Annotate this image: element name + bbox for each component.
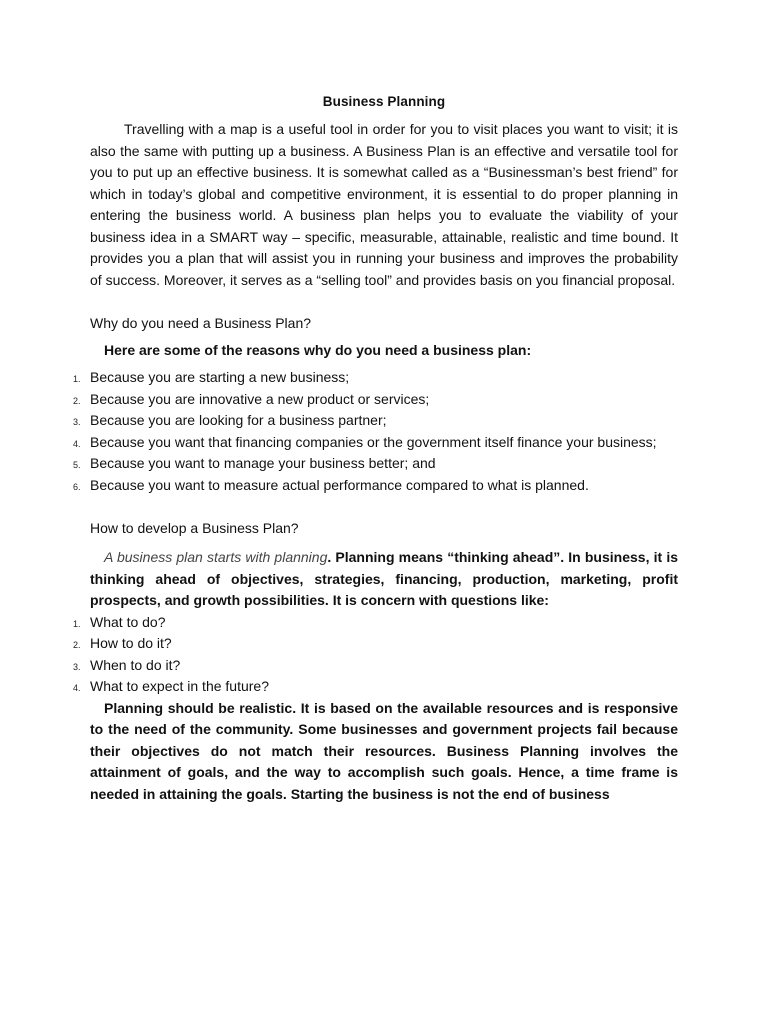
list-item [90,432,678,454]
list-item [90,453,678,475]
planning-paragraph [90,547,678,612]
list-item [90,410,678,432]
planning-lead-text: . Planning means “thinking ahead”. In business, it is thinking ahead of objectives, strategies, financing, production, marketing, profit prospects, and growth possibilities. It is concern with questions like: [90,549,678,608]
reasons-list [90,367,678,496]
list-item [90,367,678,389]
list-item [90,633,678,655]
document-content [90,94,678,805]
list-item-text: Because you want that financing companies or the government itself finance your business; [90,433,657,450]
list-item-text: Because you want to manage your business better; and [90,455,436,471]
list-item-text: What to do? [90,613,166,630]
intro-paragraph: Travelling with a map is a useful tool in order for you to visit places you want to visit; it is also the same with putting up a business. A Business Plan is an effective and versatile tool for you to put up an effective business. It is somewhat called as a “Businessman’s best friend” for which in today’s global and competitive environment, it is essential to do proper planning in entering the business world. A business plan helps you to evaluate the viability of your business idea in a SMART way – specific, measurable, attainable, realistic and time bound. It provides you a plan that will assist you in running your business and improves the probability of success. Moreover, it serves as a “selling tool” and provides basis on you financial proposal. [90,121,678,288]
list-item-text: What to expect in the future? [90,678,269,694]
list-item [90,676,678,698]
list-item [90,655,678,677]
list-item [90,389,678,411]
list-item-text: Because you want to measure actual performance compared to what is planned. [90,476,589,493]
section-heading-why: Why do you need a Business Plan? [90,315,312,331]
list-item-text: Because you are innovative a new product or services; [90,390,430,407]
section-subheading-reasons: Here are some of the reasons why do you need a business plan: [104,342,532,358]
questions-list [90,612,678,698]
list-item-text: Because you are looking for a business partner; [90,412,387,428]
list-item-text: When to do it? [90,656,181,673]
closing-paragraph: Planning should be realistic. It is based on the available resources and is responsive to the need of the community. Some businesses and government projects fail because their objectives do not match their resources. Business Planning involves the attainment of goals, and the way to accomplish such goals. Hence, a time frame is needed in attaining the goals. Starting the business is not the end of business [90,699,678,802]
section-heading-how: How to develop a Business Plan? [90,520,299,536]
list-item-text: How to do it? [90,635,172,651]
list-item-text: Because you are starting a new business; [90,369,350,385]
page-title: Business Planning [322,94,446,109]
list-item [90,612,678,634]
planning-lead-italic: A business plan starts with planning [104,549,328,565]
list-item [90,475,678,497]
